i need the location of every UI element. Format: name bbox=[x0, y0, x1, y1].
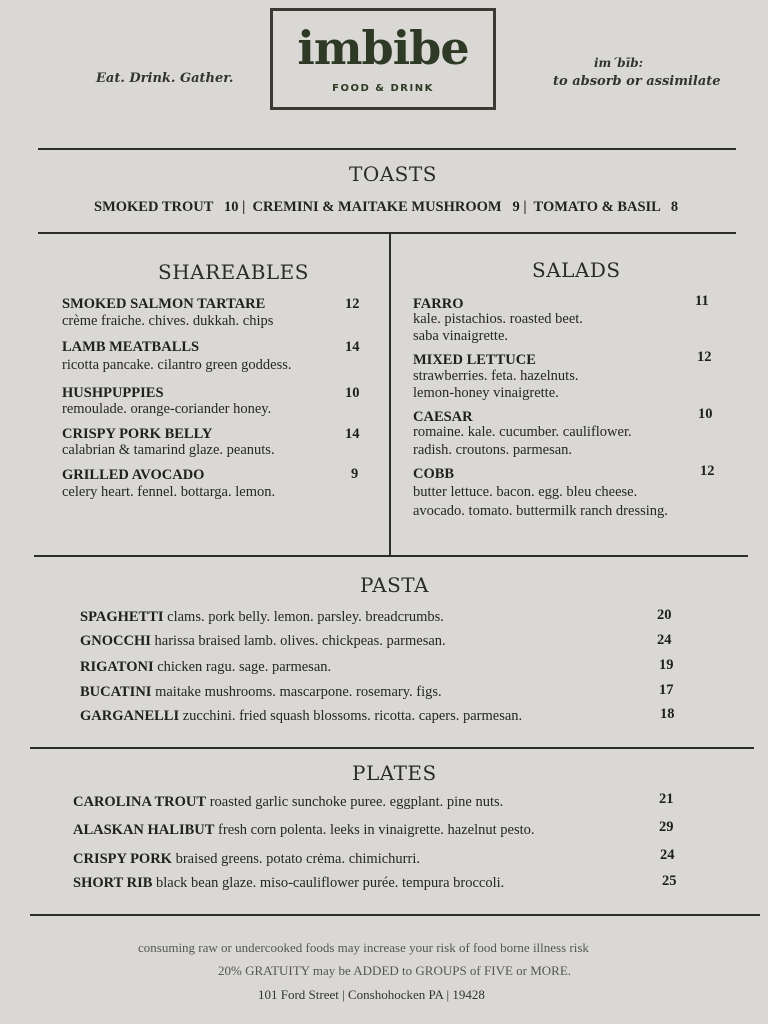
menu-item-name: SHORT RIB bbox=[73, 875, 153, 891]
menu-item-price: 20 bbox=[657, 607, 672, 623]
pasta-item bbox=[80, 609, 444, 626]
menu-item-description: chicken ragu. sage. parmesan. bbox=[153, 659, 332, 675]
menu-item-description: ricotta pancake. cilantro green goddess. bbox=[62, 357, 292, 373]
menu-item-price: 24 bbox=[660, 847, 675, 863]
divider bbox=[30, 747, 754, 749]
menu-item-description: maitake mushrooms. mascarpone. rosemary. figs. bbox=[151, 684, 442, 700]
menu-item-description: remoulade. orange-coriander honey. bbox=[62, 401, 272, 417]
menu-item-price: 10 bbox=[698, 406, 713, 422]
menu-item-description: calabrian & tamarind glaze. peanuts. bbox=[62, 442, 275, 458]
menu-item-description: saba vinaigrette. bbox=[413, 328, 509, 344]
menu-item-description: braised greens. potato crėma. chimichurri. bbox=[171, 851, 420, 867]
menu-item-name: SMOKED SALMON TARTARE bbox=[62, 296, 266, 312]
plate-item bbox=[73, 822, 535, 839]
divider bbox=[38, 232, 736, 234]
food-safety-warning: consuming raw or undercooked foods may increase your risk of food borne illness risk bbox=[138, 940, 589, 955]
menu-item-price: 12 bbox=[700, 463, 715, 479]
restaurant-subtitle: FOOD & DRINK bbox=[332, 83, 434, 94]
menu-item-description: roasted garlic sunchoke puree. eggplant. pine nuts. bbox=[206, 794, 504, 810]
menu-item-description: fresh corn polenta. leeks in vinaigrette. hazelnut pesto. bbox=[214, 822, 535, 838]
pasta-item bbox=[80, 684, 442, 701]
pasta-item bbox=[80, 708, 522, 725]
menu-item-name: GARGANELLI bbox=[80, 708, 180, 724]
menu-item-price: 24 bbox=[657, 632, 672, 648]
section-title-salads: SALADS bbox=[532, 258, 621, 282]
divider bbox=[38, 148, 736, 150]
plate-item bbox=[73, 794, 503, 811]
plate-item bbox=[73, 875, 504, 892]
menu-item-description: romaine. kale. cucumber. cauliflower. bbox=[413, 424, 632, 440]
menu-item-description: black bean glaze. miso-cauliflower purée. tempura broccoli. bbox=[152, 875, 505, 891]
toasts-items: SMOKED TROUT 10 | CREMINI & MAITAKE MUSHROOM 9 | TOMATO & BASIL 8 bbox=[94, 199, 679, 215]
menu-item-price: 19 bbox=[659, 657, 674, 673]
logo bbox=[270, 8, 496, 110]
menu-item-name: CAROLINA TROUT bbox=[73, 794, 207, 810]
menu-item-name: RIGATONI bbox=[80, 659, 154, 675]
menu-item-description: celery heart. fennel. bottarga. lemon. bbox=[62, 484, 276, 500]
divider bbox=[34, 555, 748, 557]
menu-item-price: 25 bbox=[662, 873, 677, 889]
menu-item-name: ALASKAN HALIBUT bbox=[73, 822, 215, 838]
menu-item-name: CAESAR bbox=[413, 409, 473, 425]
menu-item-name: FARRO bbox=[413, 296, 464, 312]
menu-item-price: 14 bbox=[345, 339, 360, 355]
tagline: Eat. Drink. Gather. bbox=[96, 71, 234, 86]
menu-item-price: 11 bbox=[695, 293, 709, 309]
menu-item-name: HUSHPUPPIES bbox=[62, 385, 164, 401]
menu-item-name: COBB bbox=[413, 466, 455, 482]
menu-item-description: radish. croutons. parmesan. bbox=[413, 442, 573, 458]
definition-text: to absorb or assimilate bbox=[553, 74, 721, 89]
menu-item-price: 17 bbox=[659, 682, 674, 698]
menu-item-price: 12 bbox=[345, 296, 360, 312]
menu-item-description: clams. pork belly. lemon. parsley. breadcrumbs. bbox=[163, 609, 444, 625]
menu-item-name: CRISPY PORK bbox=[73, 851, 172, 867]
menu-item-description: crème fraiche. chives. dukkah. chips bbox=[62, 313, 274, 329]
section-title-toasts: TOASTS bbox=[349, 162, 437, 186]
menu-item-price: 9 bbox=[351, 466, 359, 482]
menu-item-price: 18 bbox=[660, 706, 675, 722]
menu-item-description: lemon-honey vinaigrette. bbox=[413, 385, 559, 401]
menu-item-description: avocado. tomato. buttermilk ranch dressing. bbox=[413, 503, 668, 519]
menu-item-description: kale. pistachios. roasted beet. bbox=[413, 311, 583, 327]
menu-item-name: CRISPY PORK BELLY bbox=[62, 426, 213, 442]
section-title-shareables: SHAREABLES bbox=[158, 260, 309, 284]
pasta-item bbox=[80, 633, 446, 650]
gratuity-notice: 20% GRATUITY may be ADDED to GROUPS of FIVE or MORE. bbox=[218, 963, 572, 978]
menu-item-description: harissa braised lamb. olives. chickpeas. parmesan. bbox=[150, 633, 446, 649]
menu-item-description: zucchini. fried squash blossoms. ricotta. capers. parmesan. bbox=[179, 708, 523, 724]
section-title-plates: PLATES bbox=[352, 761, 437, 785]
section-title-pasta: PASTA bbox=[360, 573, 429, 597]
menu-item-price: 21 bbox=[659, 791, 674, 807]
divider bbox=[30, 914, 760, 916]
menu-item-price: 10 bbox=[345, 385, 360, 401]
menu-item-price: 14 bbox=[345, 426, 360, 442]
menu-item-name: BUCATINI bbox=[80, 684, 152, 700]
address: 101 Ford Street | Conshohocken PA | 19428 bbox=[258, 987, 485, 1002]
menu-item-price: 12 bbox=[697, 349, 712, 365]
menu-item-name: MIXED LETTUCE bbox=[413, 352, 536, 368]
plate-item bbox=[73, 851, 420, 868]
menu-item-name: LAMB MEATBALLS bbox=[62, 339, 200, 355]
definition-word: im´bīb: bbox=[594, 56, 644, 70]
menu-item-name: GRILLED AVOCADO bbox=[62, 467, 205, 483]
pasta-item bbox=[80, 659, 331, 676]
column-divider bbox=[389, 233, 391, 556]
menu-item-description: strawberries. feta. hazelnuts. bbox=[413, 368, 579, 384]
menu-item-price: 29 bbox=[659, 819, 674, 835]
restaurant-name: imbibe bbox=[297, 21, 469, 75]
menu-item-description: butter lettuce. bacon. egg. bleu cheese. bbox=[413, 484, 638, 500]
menu-item-name: SPAGHETTI bbox=[80, 609, 164, 625]
menu-item-name: GNOCCHI bbox=[80, 633, 151, 649]
